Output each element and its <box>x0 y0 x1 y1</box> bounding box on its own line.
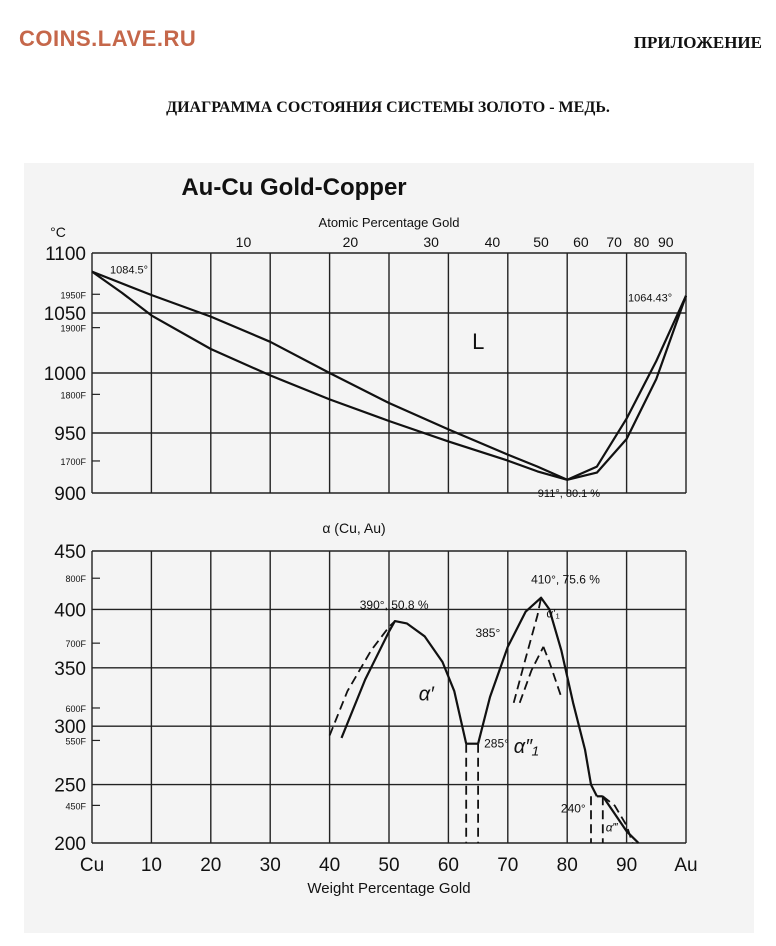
unit-label: °C <box>50 224 66 240</box>
top-tick-label: 50 <box>533 234 549 250</box>
watermark-text: COINS.LAVE.RU <box>19 26 197 51</box>
phase-label: α‴ <box>605 820 617 835</box>
annotation-au-melting: 1064.43° <box>628 292 673 305</box>
top-tick-label: 70 <box>606 234 622 250</box>
x-tick-label: 50 <box>378 855 400 876</box>
lower-annotation: 410°, 75.6 % <box>531 572 600 587</box>
phase-label-alpha-prime-1-small: α′₁ <box>546 606 560 621</box>
chart-title: Au-Cu Gold-Copper <box>181 174 407 201</box>
lower-y-tick-label: 450 <box>54 542 86 563</box>
lower-f-tick-label: 450F <box>65 801 86 812</box>
lower-y-tick-label: 250 <box>54 775 86 797</box>
x-tick-label: 40 <box>319 855 341 876</box>
lower-phase-title: α (Cu, Au) <box>322 520 386 536</box>
upper-f-tick-label: 1900F <box>60 323 86 334</box>
upper-y-tick-label: 1000 <box>43 364 86 385</box>
phase-diagram <box>24 163 754 933</box>
lower-f-tick-label: 800F <box>65 574 86 585</box>
lower-y-tick-label: 300 <box>54 717 86 739</box>
phase-label: α′ <box>418 683 434 706</box>
lower-f-tick-label: 600F <box>65 703 86 714</box>
top-tick-label: 30 <box>423 234 439 250</box>
ordering-boundary-solid <box>342 621 467 744</box>
x-tick-label: 30 <box>259 855 281 876</box>
lower-f-tick-label: 700F <box>65 639 86 650</box>
x-tick-label: Au <box>674 855 698 876</box>
ordering-boundary-dashed <box>514 598 541 703</box>
top-tick-label: 20 <box>342 234 359 250</box>
upper-f-tick-label: 1700F <box>60 456 86 467</box>
lower-y-tick-label: 350 <box>54 658 86 680</box>
top-tick-label: 40 <box>484 234 501 250</box>
annotation-cu-melting: 1084.5° <box>110 264 149 277</box>
diagram-scan <box>24 163 754 933</box>
lower-annotation: 285° <box>484 736 509 751</box>
top-tick-label: 10 <box>235 234 252 250</box>
top-tick-label: 60 <box>573 234 589 250</box>
x-axis-label: Weight Percentage Gold <box>307 880 471 897</box>
x-tick-label: 80 <box>556 855 578 876</box>
lower-y-tick-label: 400 <box>54 600 86 622</box>
x-tick-label: 60 <box>437 855 459 876</box>
lower-annotation: 390°, 50.8 % <box>359 598 429 613</box>
upper-y-tick-label: 1050 <box>43 304 86 325</box>
upper-y-tick-label: 1100 <box>45 244 86 265</box>
page-title: ДИАГРАММА СОСТОЯНИЯ СИСТЕМЫ ЗОЛОТО - МЕДЬ. <box>166 99 610 116</box>
top-axis-label: Atomic Percentage Gold <box>318 215 460 230</box>
top-tick-label: 90 <box>658 234 674 250</box>
phase-label-liquid: L <box>472 329 485 354</box>
upper-y-tick-label: 950 <box>54 424 86 445</box>
upper-y-tick-label: 900 <box>54 484 86 505</box>
upper-f-tick-label: 1800F <box>60 390 86 401</box>
lower-annotation: 240° <box>560 801 586 816</box>
x-tick-label: Cu <box>79 855 105 876</box>
top-tick-label: 80 <box>633 234 650 250</box>
ordering-boundary-dashed <box>520 647 544 703</box>
annotation-congruent-min: 911°, 80.1 % <box>537 487 601 500</box>
appendix-label: ПРИЛОЖЕНИЕ <box>633 33 762 52</box>
upper-f-tick-label: 1950F <box>60 290 86 301</box>
phase-label: α″₁ <box>513 736 539 759</box>
lower-f-tick-label: 550F <box>65 736 86 747</box>
x-tick-label: 70 <box>497 855 519 876</box>
lower-annotation: 385° <box>475 625 501 640</box>
x-tick-label: 20 <box>200 855 222 876</box>
ordering-boundary-dashed <box>543 647 561 697</box>
x-tick-label: 90 <box>616 855 638 876</box>
x-tick-label: 10 <box>140 855 162 876</box>
lower-y-tick-label: 200 <box>54 834 86 855</box>
